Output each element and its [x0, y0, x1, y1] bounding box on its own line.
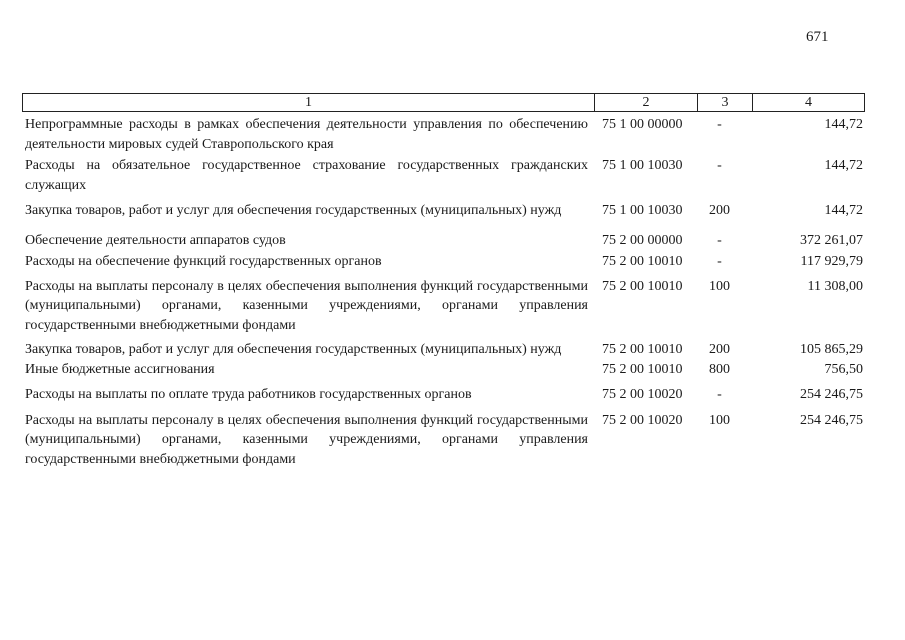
- row-name: Иные бюджетные ассигнования: [25, 361, 215, 377]
- row-type: 100: [709, 412, 730, 428]
- row-name: Расходы на выплаты по оплате труда работников государственных органов: [25, 387, 472, 402]
- row-code: 75 2 00 00000: [602, 232, 683, 248]
- row-amount: 144,72: [824, 158, 863, 173]
- row-type: -: [717, 232, 722, 248]
- row-name: Расходы на выплаты персоналу в целях обеспечения выполнения функций государственными (муниципальными) органами, казенными учреждениями, органами управления государственными внебюджетными фондами: [25, 278, 588, 333]
- table-row: [25, 201, 865, 221]
- table-row: [25, 156, 865, 195]
- page-number: 671: [806, 29, 829, 45]
- row-type: -: [717, 254, 722, 269]
- row-code: 75 1 00 10030: [602, 203, 683, 218]
- row-type: -: [717, 117, 722, 132]
- row-code: 75 2 00 10010: [602, 278, 683, 294]
- row-code: 75 2 00 10010: [602, 361, 683, 377]
- table-row: [25, 252, 865, 272]
- row-amount: 144,72: [824, 203, 863, 218]
- header-col-3: 3: [698, 94, 753, 111]
- row-code: 75 1 00 10030: [602, 158, 683, 173]
- row-amount: 105 865,29: [800, 342, 863, 357]
- row-amount: 117 929,79: [800, 254, 863, 269]
- row-code: 75 2 00 10020: [602, 412, 683, 428]
- row-code: 75 2 00 10010: [602, 254, 683, 269]
- table-body: [25, 115, 865, 469]
- row-name: Расходы на выплаты персоналу в целях обеспечения выполнения функций государственными (муниципальными) органами, казенными учреждениями, органами управления государственными внебюджетными фондами: [25, 412, 588, 467]
- row-type: 200: [709, 203, 730, 218]
- table-row: [25, 231, 865, 251]
- table-row: [25, 385, 865, 405]
- table-row: [25, 360, 865, 380]
- table-header: [22, 93, 865, 112]
- row-amount: 144,72: [824, 117, 863, 132]
- row-name: Закупка товаров, работ и услуг для обеспечения государственных (муниципальных) нужд: [25, 203, 562, 218]
- row-type: -: [717, 387, 722, 402]
- row-name: Расходы на обеспечение функций государственных органов: [25, 254, 382, 269]
- row-amount: 372 261,07: [800, 232, 863, 248]
- row-name: Расходы на обязательное государственное страхование государственных гражданских служащих: [25, 158, 588, 193]
- row-amount: 254 246,75: [800, 387, 863, 402]
- row-name: Непрограммные расходы в рамках обеспечения деятельности управления по обеспечению деятельности мировых судей Ставропольского края: [25, 117, 588, 152]
- row-amount: 254 246,75: [800, 412, 863, 428]
- header-col-4: 4: [805, 95, 812, 110]
- table-row: [25, 411, 865, 470]
- row-name: Обеспечение деятельности аппаратов судов: [25, 232, 286, 248]
- row-type: 200: [709, 342, 730, 357]
- table-row: [25, 115, 865, 154]
- row-type: 100: [709, 278, 730, 294]
- table-row: [25, 340, 865, 360]
- row-amount: 756,50: [824, 361, 863, 377]
- header-col-2: 2: [595, 94, 698, 111]
- row-code: 75 1 00 00000: [602, 117, 683, 132]
- row-amount: 11 308,00: [807, 278, 863, 294]
- row-type: -: [717, 158, 722, 173]
- row-type: 800: [709, 361, 730, 377]
- row-code: 75 2 00 10010: [602, 342, 683, 357]
- table-row: [25, 277, 865, 336]
- header-col-1: 1: [23, 94, 595, 111]
- row-name: Закупка товаров, работ и услуг для обеспечения государственных (муниципальных) нужд: [25, 342, 562, 357]
- row-code: 75 2 00 10020: [602, 387, 683, 402]
